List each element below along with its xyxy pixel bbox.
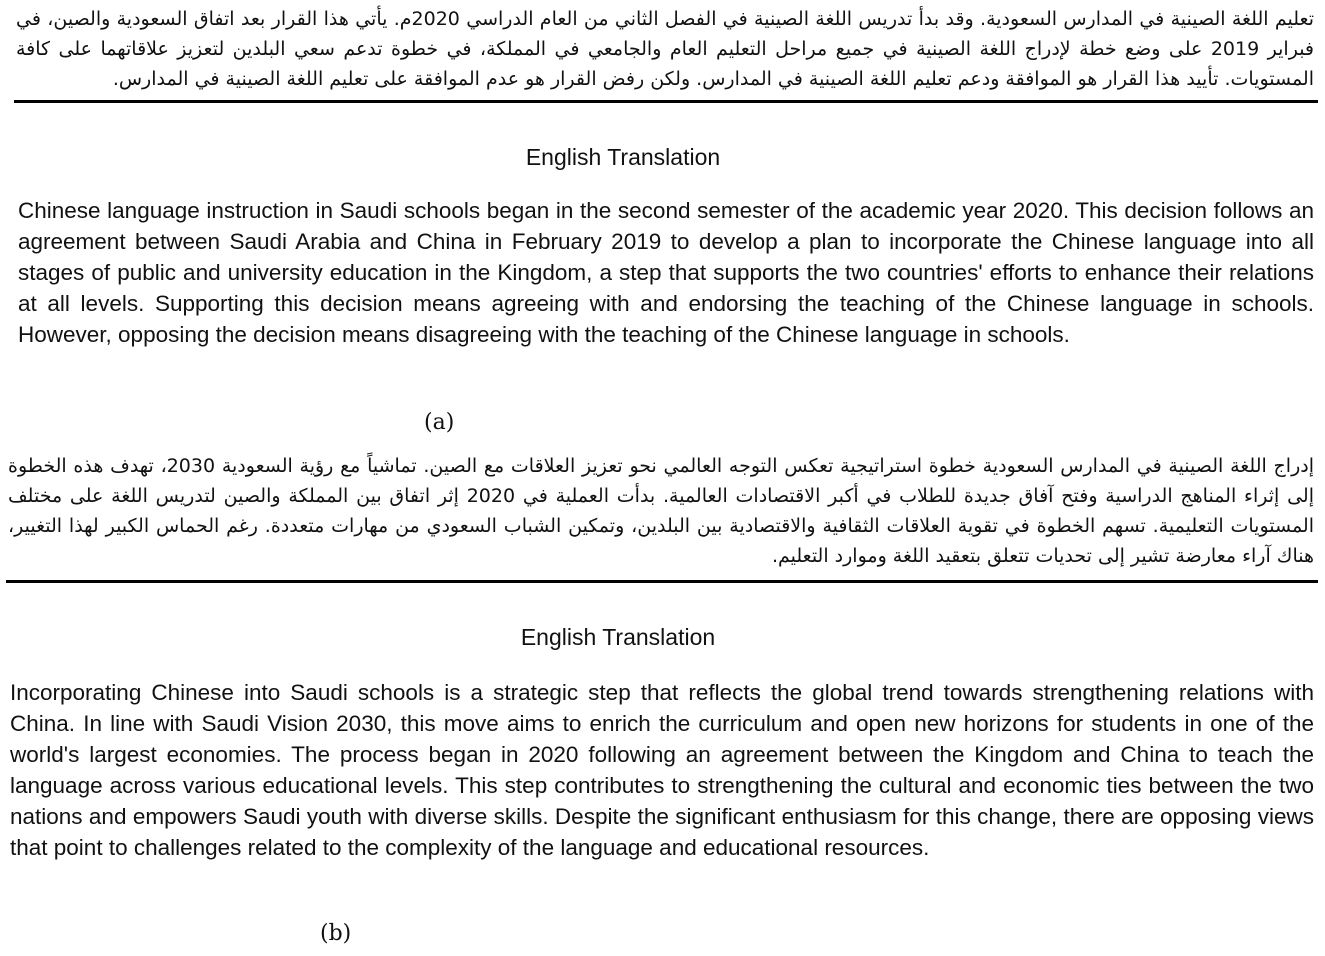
panel-a-heading: English Translation	[525, 144, 721, 170]
panel-b-heading: English Translation	[520, 624, 716, 650]
panel-b-translation: Incorporating Chinese into Saudi schools is a strategic step that reflects the global trend towards strengthening relations with China. In line with Saudi Vision 2030, this move aims to enrich the curriculum and open new horizons for students in one of the world's largest economies. The process began in 2020 following an agreement between the Kingdom and China to teach the language across various educational levels. This step contributes to strengthening the cultural and economic ties between the two nations and empowers Saudi youth with diverse skills. Despite the significant enthusiasm for this change, there are opposing views that point to challenges related to the complexity of the language and educational resources.	[10, 680, 1314, 860]
panel-a-translation: Chinese language instruction in Saudi schools began in the second semester of the academic year 2020. This decision follows an agreement between Saudi Arabia and China in February 2019 to develop a plan to incorporate the Chinese language into all stages of public and university education in the Kingdom, a step that supports the two countries' efforts to enhance their relations at all levels. Supporting this decision means agreeing with and endorsing the teaching of the Chinese language in schools. However, opposing the decision means disagreeing with the teaching of the Chinese language in schools.	[18, 198, 1314, 347]
panel-b-divider	[6, 580, 1318, 583]
panel-a-divider	[14, 100, 1318, 103]
panel-b-arabic-text: إدراج اللغة الصينية في المدارس السعودية خطوة استراتيجية تعكس التوجه العالمي نحو تعزيز العلاقات مع الصين. تماشياً مع رؤية السعودية 2030، تهدف هذه الخطوة إلى إثراء المناهج الدراسية وفتح آفاق جديدة للطلاب في أكبر الاقتصادات العالمية. بدأت العملية في 2020 إثر اتفاق بين المملكة والصين لتدريس اللغة على مختلف المستويات التعليمية. تسهم الخطوة في تقوية العلاقات الثقافية والاقتصادية بين البلدين، وتمكين الشباب السعودي من مهارات متعددة. رغم الحماس الكبير لهذا التغيير، هناك آراء معارضة تشير إلى تحديات تتعلق بتعقيد اللغة وموارد التعليم.	[8, 455, 1314, 567]
panel-b-caption: (b)	[320, 921, 352, 946]
panel-a-arabic-text: تعليم اللغة الصينية في المدارس السعودية. وقد بدأ تدريس اللغة الصينية في الفصل الثاني من العام الدراسي 2020م. يأتي هذا القرار بعد اتفاق السعودية والصين، في فبراير 2019 على وضع خطة لإدراج اللغة الصينية في جميع مراحل التعليم العام والجامعي في المملكة، في خطوة تدعم سعي البلدين لتعزيز علاقاتهما على كافة المستويات. تأييد هذا القرار هو الموافقة ودعم تعليم اللغة الصينية في المدارس. ولكن رفض القرار هو عدم الموافقة على تعليم اللغة الصينية في المدارس.	[16, 8, 1315, 90]
panel-a-caption: (a)	[424, 410, 455, 435]
